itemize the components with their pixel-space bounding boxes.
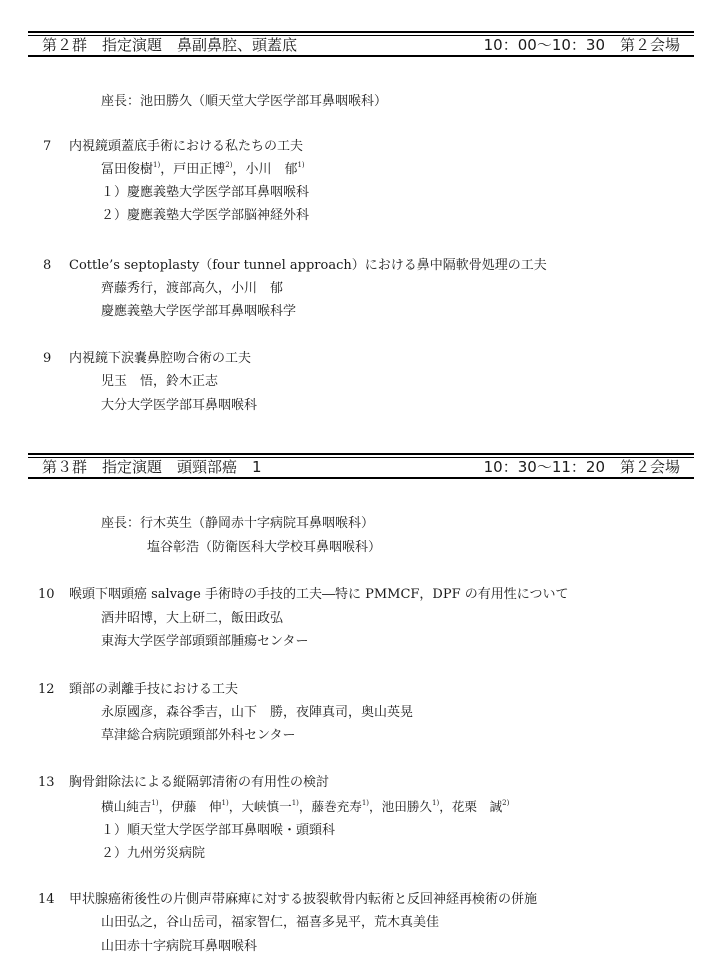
author-name: 冨田俊樹 xyxy=(101,162,154,177)
author-name: 池田勝久 xyxy=(381,799,432,814)
talk-authors: 永原國彦，森谷季吉，山下 勝，夜陣真司，奥山英晃 xyxy=(101,705,414,720)
author-separator: ， xyxy=(158,799,172,814)
talk-authors: 酒井昭博，大上研二，飯田政弘 xyxy=(101,611,284,626)
session-2-header xyxy=(28,31,694,57)
talk-affiliation: １）順天堂大学医学部耳鼻咽喉・頭頸科 xyxy=(101,823,336,838)
author-affil-mark: 2) xyxy=(502,799,510,807)
author-separator: ， xyxy=(232,162,246,177)
talk-number: 10 xyxy=(38,587,55,602)
talk-title: 頸部の剥離手技における工夫 xyxy=(69,682,239,697)
talk-title: 喉頭下咽頭癌 salvage 手術時の手技的工夫―特に PMMCF，DPF の有用性について xyxy=(69,587,569,602)
author-affil-mark: 1) xyxy=(291,799,299,807)
author-affil-mark: 2) xyxy=(225,161,233,169)
author-affil-mark: 1) xyxy=(153,161,161,169)
author-affil-mark: 1) xyxy=(432,799,440,807)
talk-affiliation: 慶應義塾大学医学部耳鼻咽喉科学 xyxy=(101,304,297,319)
session-title: 第３群 指定演題 頭頸部癌 1 xyxy=(42,458,262,476)
talk-authors: 齊藤秀行，渡部高久，小川 郁 xyxy=(101,281,284,296)
talk-number: 7 xyxy=(43,139,52,154)
author-name: 戸田正博 xyxy=(173,162,226,177)
author-name: 花栗 誠 xyxy=(451,799,503,814)
talk-affiliation: 東海大学医学部頭頸部腫瘍センター xyxy=(101,634,309,649)
talk-affiliation: 大分大学医学部耳鼻咽喉科 xyxy=(101,398,258,413)
talk-affiliation: ２）九州労災病院 xyxy=(101,846,206,861)
talk-affiliation: 山田赤十字病院耳鼻咽喉科 xyxy=(101,939,258,954)
author-separator: ， xyxy=(160,162,174,177)
author-affil-mark: 1) xyxy=(361,799,370,807)
author-separator: ， xyxy=(228,799,242,814)
talk-authors xyxy=(101,798,509,816)
session-chair: 座長：池田勝久（順天堂大学医学部耳鼻咽喉科） xyxy=(101,94,388,109)
talk-affiliation: ２）慶應義塾大学医学部脳神経外科 xyxy=(101,208,310,223)
session-time-room: 10：00～10：30 第２会場 xyxy=(483,36,680,54)
author-name: 大峡慎一 xyxy=(241,799,292,814)
author-name: 横山純吉 xyxy=(101,799,152,814)
author-name: 小川 郁 xyxy=(245,162,298,177)
author-affil-mark: 1) xyxy=(297,161,305,169)
session-3-header xyxy=(28,453,694,479)
author-affil-mark: 1) xyxy=(151,799,159,807)
talk-authors: 山田弘之，谷山岳司，福家智仁，福喜多晃平，荒木真美佳 xyxy=(101,915,440,930)
author-affil-mark: 1) xyxy=(221,799,229,807)
talk-title: Cottle’s septoplasty（four tunnel approach）における鼻中隔軟骨処理の工夫 xyxy=(69,258,547,273)
author-separator: ， xyxy=(369,799,382,814)
talk-title: 甲状腺癌術後性の片側声帯麻痺に対する披裂軟骨内転術と反回神経再検術の併施 xyxy=(69,892,538,907)
talk-number: 8 xyxy=(43,258,52,273)
session-time-room: 10：30～11：20 第２会場 xyxy=(483,458,680,476)
author-name: 藤巻充寿 xyxy=(311,799,362,814)
talk-number: 14 xyxy=(38,892,55,907)
talk-number: 12 xyxy=(38,682,55,697)
talk-title: 内視鏡頭蓋底手術における私たちの工夫 xyxy=(69,139,304,154)
session-co-chair: 塩谷彰浩（防衛医科大学校耳鼻咽喉科） xyxy=(147,540,382,555)
talk-number: 9 xyxy=(43,351,52,366)
talk-affiliation: １）慶應義塾大学医学部耳鼻咽喉科 xyxy=(101,185,310,200)
talk-authors xyxy=(101,161,305,179)
session-title: 第２群 指定演題 鼻副鼻腔、頭蓋底 xyxy=(42,36,298,54)
talk-authors: 児玉 悟，鈴木正志 xyxy=(101,374,219,389)
author-separator: ， xyxy=(298,799,312,814)
talk-affiliation: 草津総合病院頭頸部外科センター xyxy=(101,728,296,743)
talk-title: 胸骨鉗除法による縦隔郭清術の有用性の検討 xyxy=(69,775,330,790)
author-name: 伊藤 伸 xyxy=(171,799,222,814)
session-chair: 座長：行木英生（静岡赤十字病院耳鼻咽喉科） xyxy=(101,516,375,531)
talk-number: 13 xyxy=(38,775,55,790)
talk-title: 内視鏡下涙嚢鼻腔吻合術の工夫 xyxy=(69,351,252,366)
author-separator: ， xyxy=(439,799,452,814)
